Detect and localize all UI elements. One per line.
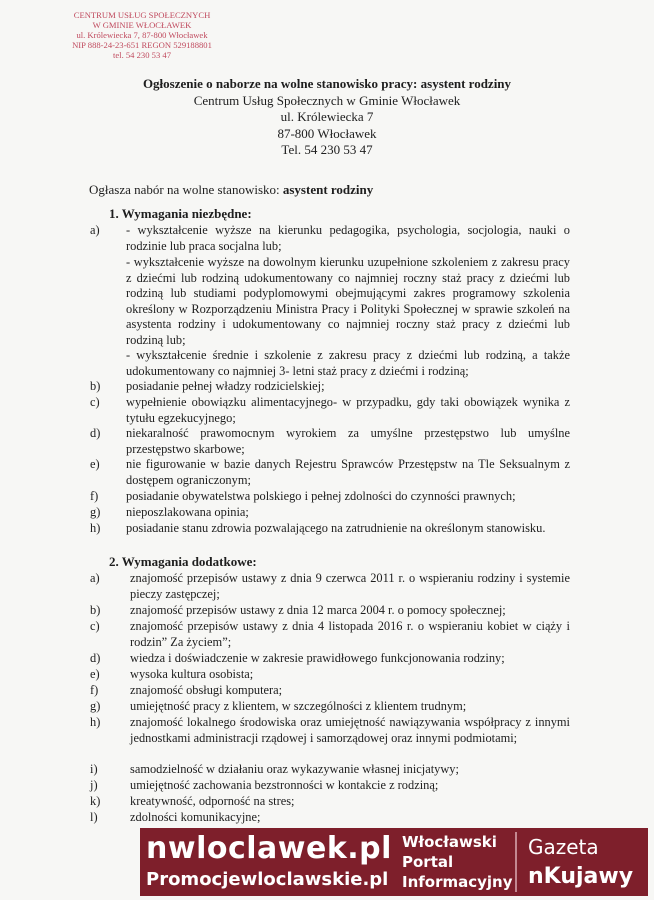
stamp-line: NIP 888-24-23-651 REGON 529188801: [72, 40, 212, 50]
item-letter: f): [90, 489, 99, 503]
watermark-gazeta: [528, 832, 633, 892]
item-letter: e): [90, 457, 100, 471]
item-letter: c): [90, 395, 100, 409]
item-letter: d): [90, 426, 101, 440]
watermark-logo: nwloclawek.pl: [146, 831, 392, 866]
list-item: [90, 603, 570, 619]
watermark-portal-name: [402, 832, 513, 892]
stamp-line: ul. Królewiecka 7, 87-800 Włocławek: [76, 30, 208, 40]
list-item: [90, 521, 570, 537]
item-letter: a): [90, 571, 100, 585]
item-text: wypełnienie obowiązku alimentacyjnego- w przypadku, gdy taki obowiązek wynika z tytułu egzekucyjnego;: [126, 395, 570, 425]
stamp-line: W GMINIE WŁOCŁAWEK: [92, 20, 192, 30]
item-letter: f): [90, 683, 99, 697]
item-letter: b): [90, 379, 101, 393]
list-item: [90, 651, 570, 667]
watermark-divider: [515, 832, 517, 892]
item-text: posiadanie pełnej władzy rodzicielskiej;: [126, 379, 325, 393]
item-text: umiejętność pracy z klientem, w szczególności z klientem trudnym;: [130, 699, 467, 713]
portal-line: Informacyjny: [402, 873, 513, 891]
list-item: [90, 379, 570, 395]
item-letter: a): [90, 223, 100, 237]
list-item: [90, 395, 570, 426]
item-text: znajomość obsługi komputera;: [130, 683, 283, 697]
list-item: [90, 255, 570, 348]
institution-phone: Tel. 54 230 53 47: [281, 142, 373, 157]
item-letter: d): [90, 651, 101, 665]
item-letter: h): [90, 521, 101, 535]
list-item: [90, 223, 570, 254]
list-item: [90, 683, 570, 699]
item-text: - wykształcenie wyższe na kierunku pedagogika, psychologia, socjologia, nauki o rodzinie lub praca socjalna lub;: [126, 223, 570, 253]
announcement-title: Ogłoszenie o naborze na wolne stanowisko pracy: asystent rodziny: [142, 76, 512, 91]
item-letter: k): [90, 794, 101, 808]
section-heading-required: 1. Wymagania niezbędne:: [109, 206, 252, 221]
item-letter: h): [90, 715, 101, 729]
list-item: [90, 667, 570, 683]
item-text: znajomość przepisów ustawy z dnia 12 marca 2004 r. o pomocy społecznej;: [130, 603, 506, 617]
list-item: [90, 505, 570, 521]
item-text: niekaralność prawomocnym wyrokiem za umyślne przestępstwo lub umyślne przestępstwo skarbowe;: [126, 426, 570, 456]
list-item: [90, 348, 570, 379]
item-letter: g): [90, 505, 101, 519]
item-text: wiedza i doświadczenie w zakresie prawidłowego funkcjonowania rodziny;: [130, 651, 505, 665]
item-letter: j): [90, 778, 98, 792]
portal-line: Włocławski: [402, 833, 497, 851]
item-text: znajomość przepisów ustawy z dnia 9 czerwca 2011 r. o wspieraniu rodziny i systemie pieczy zastępczej;: [130, 571, 570, 601]
item-letter: g): [90, 699, 101, 713]
item-text: wysoka kultura osobista;: [130, 667, 254, 681]
announcement-header: [0, 76, 654, 159]
section-heading-additional: 2. Wymagania dodatkowe:: [109, 554, 257, 569]
stamp-line: tel. 54 230 53 47: [112, 50, 171, 60]
list-item: [90, 457, 570, 488]
gazeta-label: Gazeta: [528, 835, 599, 859]
institution-city: 87-800 Włocławek: [277, 125, 377, 141]
office-stamp: [62, 10, 222, 60]
item-text: znajomość lokalnego środowiska oraz umiejętność nawiązywania współpracy z innymi jednostkami administracji rządowej i samorządowej oraz innymi podmiotami;: [130, 715, 570, 745]
item-text: - wykształcenie wyższe na dowolnym kierunku uzupełnione szkoleniem z zakresu pracy z dziećmi lub rodziną udokumentowany co najmniej roczny staż pracy z dziećmi lub rodziną lub studiami podyplomowymi obejmującymi zakres programowy szkolenia określony w Rozporządzeniu Ministra Pracy i Polityki Społecznej w sprawie szkoleń na asystenta rodziny i udokumentowany co najmniej roczny staż pracy z dziećmi lub rodziną lub;: [126, 255, 570, 347]
item-text: - wykształcenie średnie i szkolenie z zakresu pracy z dziećmi lub rodziną, a także udokumentowany co najmniej 3- letni staż pracy z dziećmi i rodziną;: [126, 348, 570, 378]
kujawy-label: nKujawy: [528, 864, 634, 889]
stamp-line: CENTRUM USŁUG SPOŁECZNYCH: [73, 10, 211, 20]
list-item: [90, 489, 570, 505]
list-item: [90, 778, 570, 794]
item-text: znajomość przepisów ustawy z dnia 4 listopada 2016 r. o wspieraniu kobiet w ciąży i rodzin” Za życiem”;: [130, 619, 570, 649]
list-item: [90, 715, 570, 746]
item-letter: e): [90, 667, 100, 681]
item-text: nieposzlakowana opinia;: [126, 505, 249, 519]
item-text: umiejętność zachowania bezstronności w kontakcie z rodziną;: [130, 778, 439, 792]
item-letter: l): [90, 810, 98, 824]
item-text: posiadanie obywatelstwa polskiego i pełnej zdolności do czynności prawnych;: [126, 489, 516, 503]
intro-text: Ogłasza nabór na wolne stanowisko:: [89, 182, 283, 197]
institution-name: Centrum Usług Społecznych w Gminie Włocławek: [193, 92, 461, 108]
list-item: [90, 426, 570, 457]
item-text: posiadanie stanu zdrowia pozwalającego na zatrudnienie na określonym stanowisku.: [126, 521, 546, 535]
list-item: [90, 810, 570, 826]
item-letter: i): [90, 762, 98, 776]
portal-line: Portal: [402, 853, 454, 871]
intro-line: [89, 182, 373, 198]
list-item: [90, 619, 570, 650]
list-item: [90, 794, 570, 810]
item-letter: b): [90, 603, 101, 617]
watermark-subtitle: Promocjewloclawskie.pl: [146, 869, 389, 890]
list-item: [90, 699, 570, 715]
position-name: asystent rodziny: [282, 182, 374, 197]
watermark-banner: [140, 828, 648, 896]
item-text: samodzielność w działaniu oraz wykazywanie własnej inicjatywy;: [130, 762, 459, 776]
list-item: [90, 571, 570, 602]
list-item: [90, 762, 570, 778]
item-text: nie figurowanie w bazie danych Rejestru Sprawców Przestępstw na Tle Seksualnym z dostępem ograniczonym;: [126, 457, 570, 487]
item-letter: c): [90, 619, 100, 633]
institution-street: ul. Królewiecka 7: [280, 109, 374, 124]
item-text: zdolności komunikacyjne;: [130, 810, 261, 824]
item-text: kreatywność, odporność na stres;: [130, 794, 295, 808]
